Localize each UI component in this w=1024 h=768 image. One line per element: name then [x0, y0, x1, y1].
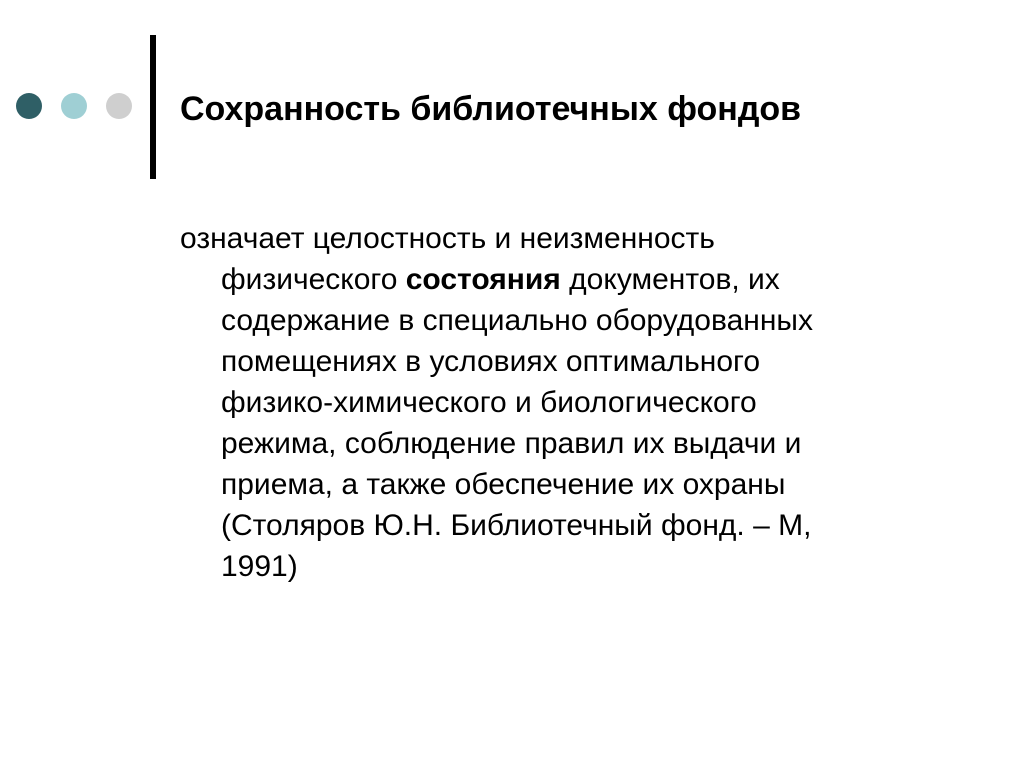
slide-title: Сохранность библиотечных фондов	[180, 90, 802, 128]
body-line-1: означает целостность и неизменность	[180, 222, 715, 255]
decorative-dots	[16, 93, 136, 123]
body-line-7: приема, а также обеспечение их охраны	[221, 468, 786, 501]
body-line-3: содержание в специально оборудованных	[221, 304, 813, 337]
decorative-dot-light	[61, 93, 87, 119]
slide-body	[180, 218, 920, 587]
body-line-2-end: документов, их	[560, 263, 780, 296]
body-line-8: (Столяров Ю.Н. Библиотечный фонд. – М,	[221, 509, 812, 542]
body-line-4: помещениях в условиях оптимального	[221, 345, 761, 378]
body-line-9: 1991)	[221, 550, 298, 583]
body-emphasis: состояния	[405, 263, 561, 296]
title-divider-line	[150, 35, 156, 179]
body-line-2-start: физического	[221, 263, 406, 296]
body-line-2	[180, 259, 920, 300]
decorative-dot-gray	[106, 93, 132, 119]
body-line-6: режима, соблюдение правил их выдачи и	[221, 427, 802, 460]
decorative-dot-dark	[16, 93, 42, 119]
body-line-5: физико-химического и биологического	[221, 386, 757, 419]
